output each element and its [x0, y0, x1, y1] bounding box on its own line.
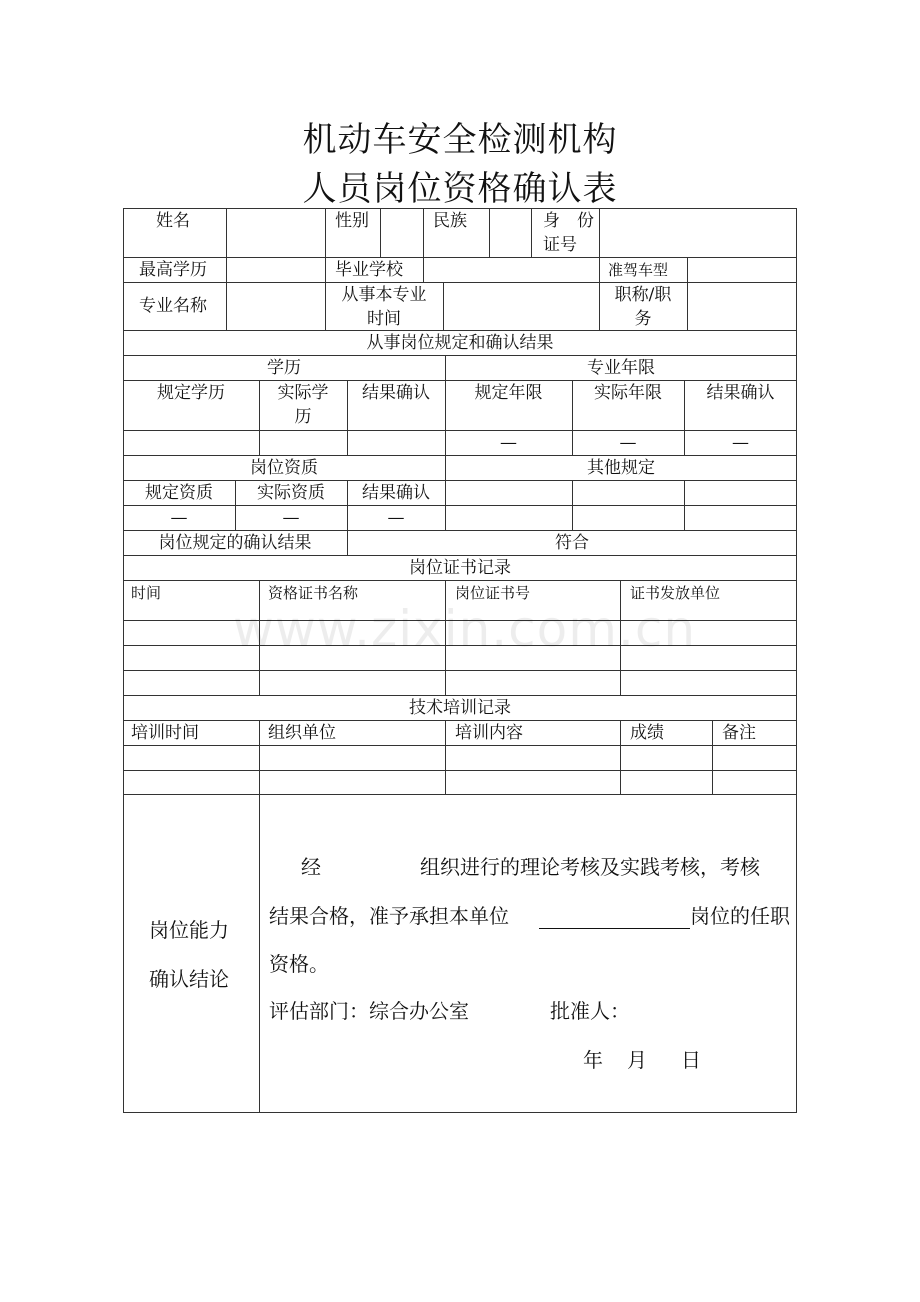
requirements-section-title: 从事岗位规定和确认结果 [366, 333, 554, 353]
col-divider [531, 208, 532, 257]
cert-header-name: 资格证书名称 [268, 584, 359, 602]
conclusion-label: 岗位能力 [149, 918, 229, 942]
years-group-label: 专业年限 [587, 358, 655, 378]
col-divider [380, 208, 381, 257]
conclusion-text-c: 结果合格，准予承担本单位 [269, 904, 509, 928]
blank-underline [539, 928, 690, 929]
name-label: 姓名 [156, 211, 190, 231]
gender-label: 性别 [335, 211, 369, 231]
cert-header-time: 时间 [131, 584, 162, 602]
col-divider [259, 794, 260, 1113]
col-divider [443, 282, 444, 330]
vehicle-type-label: 准驾车型 [608, 261, 669, 279]
col-divider [684, 480, 685, 530]
conclusion-label-2: 确认结论 [149, 967, 229, 991]
col-divider [599, 208, 600, 257]
required-years-header: 规定年限 [474, 383, 543, 403]
required-qualification-header: 规定资质 [145, 483, 213, 503]
years-result-value: — [732, 433, 749, 453]
row-divider [123, 257, 797, 258]
col-divider [489, 208, 490, 257]
required-education-header: 规定学历 [157, 383, 225, 403]
actual-education-header-2: 历 [294, 407, 312, 427]
years-in-major-label: 从事本专业 [341, 285, 427, 305]
qualification-result-value: — [387, 508, 405, 528]
date-year: 年 [583, 1048, 603, 1072]
training-header-score: 成绩 [630, 723, 664, 743]
actual-education-header: 实际学 [277, 383, 329, 403]
approver-label: 批准人： [550, 999, 630, 1023]
title-position-label: 职称/职 [614, 285, 672, 305]
cert-header-number: 岗位证书号 [455, 584, 531, 602]
date-month: 月 [627, 1048, 647, 1072]
col-divider [572, 480, 573, 530]
col-divider [226, 257, 227, 330]
row-divider [123, 745, 797, 746]
major-label: 专业名称 [139, 296, 207, 316]
training-header-content: 培训内容 [455, 723, 523, 743]
col-divider [259, 720, 260, 794]
conclusion-text-b: 组织进行的理论考核及实践考核，考核 [420, 855, 760, 879]
years-result-header: 结果确认 [706, 383, 775, 403]
years-in-major-label-2: 时间 [367, 309, 401, 329]
watermark: www.zixin.com.cn [233, 600, 697, 658]
cert-header-issuer: 证书发放单位 [630, 584, 721, 602]
actual-years-value: — [619, 433, 637, 453]
id-label: 身 份 [543, 211, 594, 231]
col-divider [423, 257, 424, 282]
col-divider [687, 257, 688, 330]
qualification-result-header: 结果确认 [362, 483, 430, 503]
form-title-line-2: 人员岗位资格确认表 [302, 169, 618, 209]
col-divider [712, 720, 713, 794]
col-divider [620, 720, 621, 794]
conclusion-text-a: 经 [301, 855, 321, 879]
col-divider [226, 208, 227, 257]
row-divider [123, 282, 797, 283]
school-label: 毕业学校 [335, 260, 403, 280]
col-divider [445, 720, 446, 794]
training-header-remarks: 备注 [722, 723, 756, 743]
row-divider [123, 794, 797, 795]
evaluation-dept: 评估部门：综合办公室 [269, 999, 469, 1023]
required-qualification-value: — [170, 508, 188, 528]
actual-years-header: 实际年限 [594, 383, 662, 403]
row-divider [123, 770, 797, 771]
actual-qualification-value: — [282, 508, 300, 528]
row-divider [123, 670, 797, 671]
final-result-value: 符合 [555, 533, 589, 553]
education-result-header: 结果确认 [362, 383, 430, 403]
date-day: 日 [681, 1048, 701, 1072]
education-label: 最高学历 [139, 260, 207, 280]
actual-qualification-header: 实际资质 [257, 483, 325, 503]
conclusion-text-e: 资格。 [269, 952, 329, 976]
col-divider [325, 208, 326, 257]
training-header-time: 培训时间 [131, 723, 199, 743]
education-group-label: 学历 [267, 358, 301, 378]
form-title-line-1: 机动车安全检测机构 [302, 120, 618, 160]
other-group-label: 其他规定 [587, 458, 655, 478]
ethnicity-label: 民族 [433, 211, 467, 231]
training-section-title: 技术培训记录 [409, 698, 511, 718]
conclusion-text-d: 岗位的任职 [690, 904, 790, 928]
id-label-2: 证号 [543, 235, 577, 255]
col-divider [423, 208, 424, 257]
title-position-label-2: 务 [634, 309, 652, 329]
final-result-label: 岗位规定的确认结果 [158, 533, 312, 553]
qualification-group-label: 岗位资质 [250, 458, 318, 478]
certificates-section-title: 岗位证书记录 [409, 558, 511, 578]
required-years-value: — [500, 433, 517, 453]
training-header-org: 组织单位 [268, 723, 336, 743]
